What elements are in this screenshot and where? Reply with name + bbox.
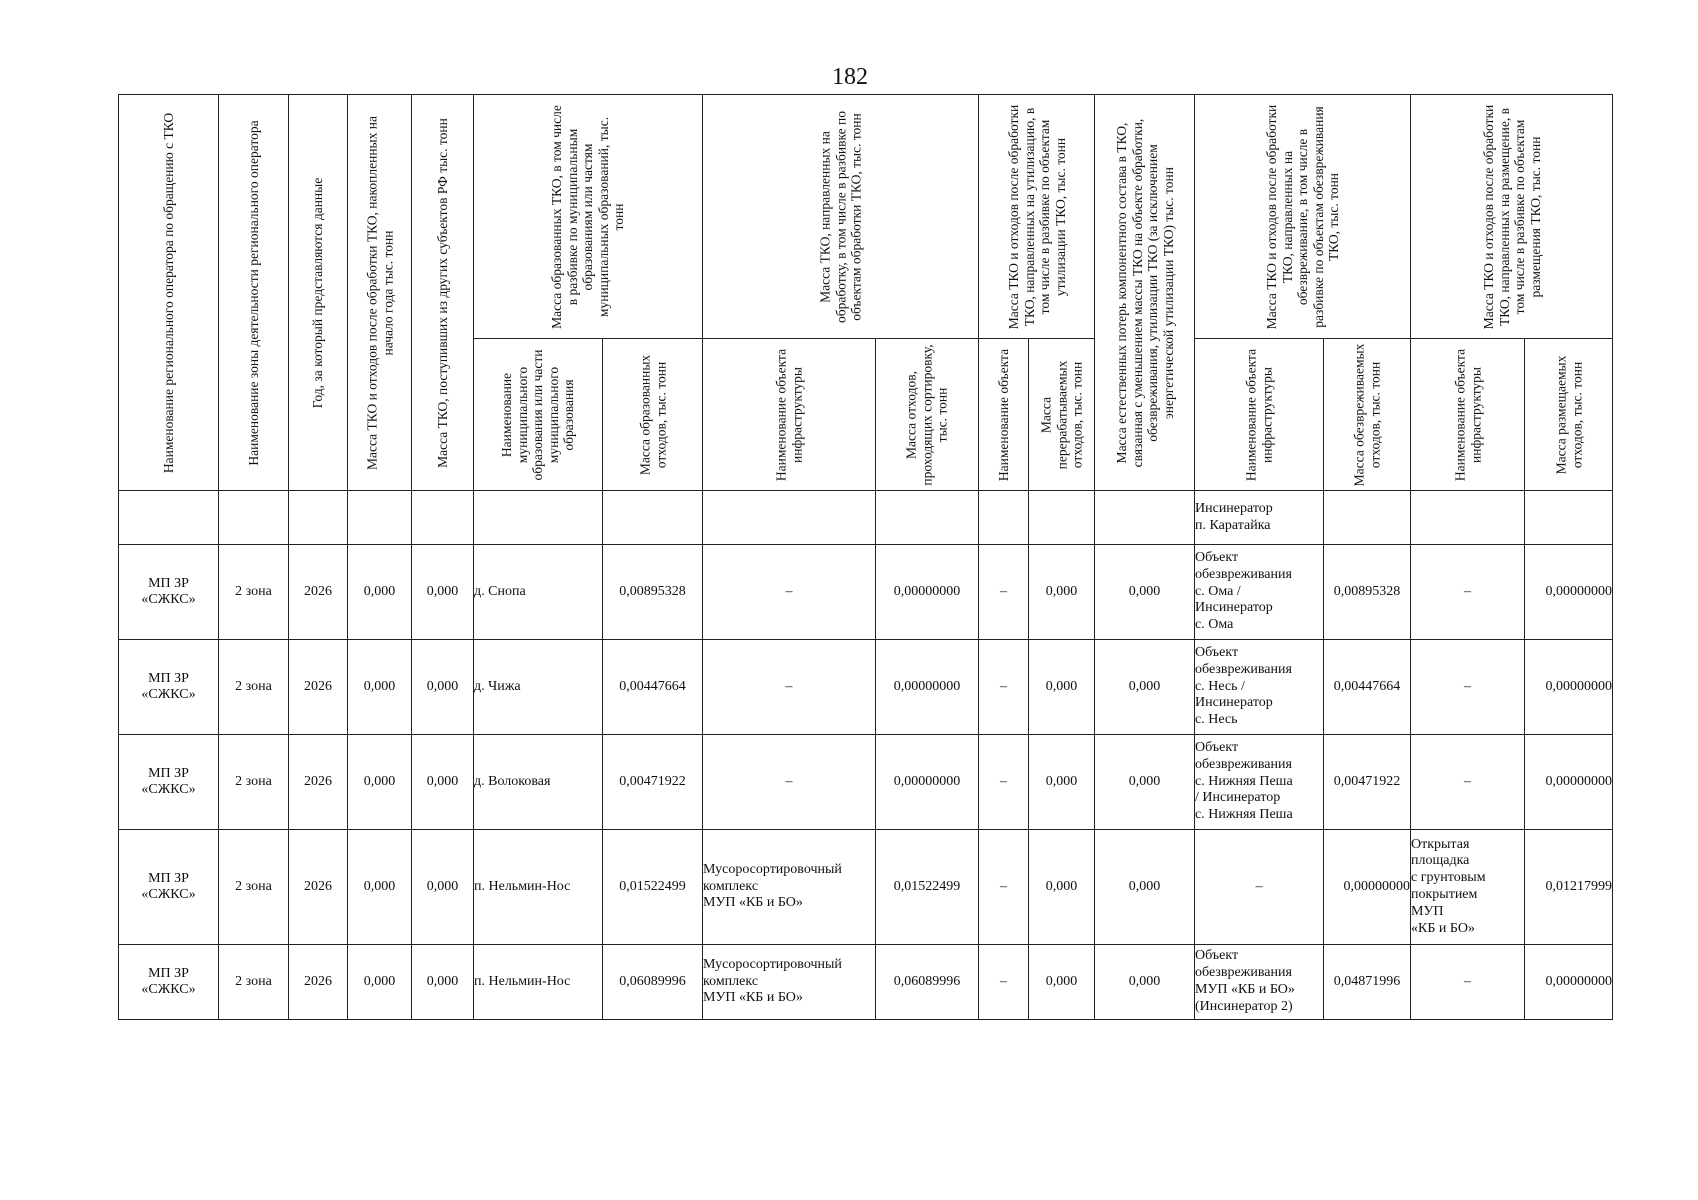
cell-empty [1411,491,1525,545]
cell-formed-name: п. Нельмин-Нос [474,830,603,945]
cell-utilization-mass: 0,000 [1029,830,1095,945]
header-neutralization-group: Масса ТКО и отходов после обработки ТКО, направленных на обезвреживание, в том числе в разбивке по объектам обезвреживания ТКО, тыс. тонн [1195,95,1411,339]
header-processing-group: Масса ТКО, направленных на обработку, в том числе в разбивке по объектам обработки ТКО, тыс. тонн [703,95,979,339]
cell-empty [876,491,979,545]
cell-processing-name: Мусоросортировочный комплекс МУП «КБ и БО» [703,945,876,1020]
cell-empty [1525,491,1613,545]
cell-accumulated: 0,000 [348,640,412,735]
cell-neutralization-mass: 0,00471922 [1324,735,1411,830]
cell-neutralization-name: Объект обезвреживания с. Нижняя Пеша / Инсинератор с. Нижняя Пеша [1195,735,1324,830]
cell-utilization-name: – [979,640,1029,735]
cell-accumulated: 0,000 [348,830,412,945]
header-neutralization-mass: Масса обезвреживаемых отходов, тыс. тонн [1324,339,1411,491]
cell-neutralization-mass: 0,04871996 [1324,945,1411,1020]
cell-empty [219,491,289,545]
cell-placement-name: Открытая площадка с грунтовым покрытием МУП «КБ и БО» [1411,830,1525,945]
cell-zone: 2 зона [219,640,289,735]
cell-natural-losses: 0,000 [1095,830,1195,945]
cell-empty [1095,491,1195,545]
cell-placement-mass: 0,00000000 [1525,735,1613,830]
header-row-1 [119,95,1613,339]
cell-processing-mass: 0,01522499 [876,830,979,945]
cell-year: 2026 [289,735,348,830]
cell-empty [412,491,474,545]
cell-processing-mass: 0,00000000 [876,735,979,830]
cell-formed-name: д. Чижа [474,640,603,735]
cell-received: 0,000 [412,830,474,945]
cell-neutralization-name: Инсинератор п. Каратайка [1195,491,1324,545]
cell-year: 2026 [289,830,348,945]
waste-data-table [118,94,1613,1020]
cell-placement-name: – [1411,545,1525,640]
cell-neutralization-mass: 0,00000000 [1324,830,1411,945]
header-year: Год, за который представляются данные [289,95,348,491]
table-row [119,830,1613,945]
header-formed-mass: Масса образованных отходов, тыс. тонн [603,339,703,491]
cell-zone: 2 зона [219,545,289,640]
cell-empty [289,491,348,545]
cell-utilization-mass: 0,000 [1029,945,1095,1020]
cell-zone: 2 зона [219,945,289,1020]
cell-empty [348,491,412,545]
cell-processing-name: – [703,545,876,640]
cell-operator: МП ЗР «СЖКС» [119,735,219,830]
cell-processing-mass: 0,06089996 [876,945,979,1020]
cell-operator: МП ЗР «СЖКС» [119,545,219,640]
cell-utilization-mass: 0,000 [1029,640,1095,735]
page-number: 182 [832,64,868,90]
cell-year: 2026 [289,945,348,1020]
cell-year: 2026 [289,545,348,640]
cell-neutralization-name: Объект обезвреживания МУП «КБ и БО» (Инсинератор 2) [1195,945,1324,1020]
cell-utilization-name: – [979,945,1029,1020]
cell-formed-name: д. Волоковая [474,735,603,830]
table-row-continuation [119,491,1613,545]
cell-zone: 2 зона [219,830,289,945]
cell-year: 2026 [289,640,348,735]
cell-formed-mass: 0,01522499 [603,830,703,945]
cell-received: 0,000 [412,735,474,830]
cell-received: 0,000 [412,545,474,640]
header-received: Масса ТКО, поступивших из других субъектов РФ тыс. тонн [412,95,474,491]
header-utilization-group: Масса ТКО и отходов после обработки ТКО, направленных на утилизацию, в том числе в разбивке по объектам утилизации ТКО, тыс. тонн [979,95,1095,339]
cell-formed-mass: 0,06089996 [603,945,703,1020]
header-neutralization-name: Наименование объекта инфраструктуры [1195,339,1324,491]
header-utilization-mass: Масса перерабатываемых отходов, тыс. тонн [1029,339,1095,491]
cell-received: 0,000 [412,640,474,735]
cell-operator: МП ЗР «СЖКС» [119,945,219,1020]
cell-formed-mass: 0,00447664 [603,640,703,735]
table-row [119,945,1613,1020]
cell-natural-losses: 0,000 [1095,545,1195,640]
table-row [119,735,1613,830]
cell-accumulated: 0,000 [348,545,412,640]
header-operator: Наименование регионального оператора по обращению с ТКО [119,95,219,491]
cell-natural-losses: 0,000 [1095,735,1195,830]
cell-accumulated: 0,000 [348,945,412,1020]
cell-operator: МП ЗР «СЖКС» [119,640,219,735]
cell-placement-name: – [1411,640,1525,735]
header-zone: Наименование зоны деятельности регионального оператора [219,95,289,491]
header-placement-group: Масса ТКО и отходов после обработки ТКО, направленных на размещение, в том числе в разбивке по объектам размещения ТКО, тыс. тонн [1411,95,1613,339]
cell-neutralization-name: Объект обезвреживания с. Ома / Инсинератор с. Ома [1195,545,1324,640]
cell-placement-mass: 0,01217999 [1525,830,1613,945]
cell-utilization-name: – [979,830,1029,945]
cell-processing-name: – [703,735,876,830]
cell-utilization-name: – [979,735,1029,830]
cell-processing-mass: 0,00000000 [876,545,979,640]
cell-placement-mass: 0,00000000 [1525,640,1613,735]
table-row [119,545,1613,640]
cell-empty [474,491,603,545]
cell-utilization-name: – [979,545,1029,640]
cell-neutralization-name: Объект обезвреживания с. Несь / Инсинератор с. Несь [1195,640,1324,735]
cell-placement-name: – [1411,735,1525,830]
cell-utilization-mass: 0,000 [1029,735,1095,830]
cell-processing-mass: 0,00000000 [876,640,979,735]
cell-natural-losses: 0,000 [1095,640,1195,735]
header-natural-losses: Масса естественных потерь компонентного состава в ТКО, связанная с уменьшением массы ТКО на объекте обработки, обезвреживания, утилизации ТКО (за исключением энергетической утилизации ТКО) тыс. тонн [1095,95,1195,491]
cell-neutralization-name: – [1195,830,1324,945]
cell-formed-name: д. Снопа [474,545,603,640]
cell-placement-mass: 0,00000000 [1525,945,1613,1020]
header-processing-name: Наименование объекта инфраструктуры [703,339,876,491]
cell-placement-name: – [1411,945,1525,1020]
cell-empty [1029,491,1095,545]
cell-neutralization-mass: 0,00447664 [1324,640,1411,735]
header-formed-name: Наименование муниципального образования или части муниципального образования [474,339,603,491]
cell-empty [703,491,876,545]
table-row [119,640,1613,735]
cell-utilization-mass: 0,000 [1029,545,1095,640]
header-placement-mass: Масса размещаемых отходов, тыс. тонн [1525,339,1613,491]
cell-placement-mass: 0,00000000 [1525,545,1613,640]
cell-received: 0,000 [412,945,474,1020]
header-utilization-name: Наименование объекта [979,339,1029,491]
cell-processing-name: Мусоросортировочный комплекс МУП «КБ и БО» [703,830,876,945]
cell-empty [1324,491,1411,545]
cell-empty [603,491,703,545]
cell-neutralization-mass: 0,00895328 [1324,545,1411,640]
cell-formed-mass: 0,00895328 [603,545,703,640]
cell-accumulated: 0,000 [348,735,412,830]
cell-processing-name: – [703,640,876,735]
cell-operator: МП ЗР «СЖКС» [119,830,219,945]
header-accumulated: Масса ТКО и отходов после обработки ТКО, накопленных на начало года тыс. тонн [348,95,412,491]
header-placement-name: Наименование объекта инфраструктуры [1411,339,1525,491]
header-formed-group: Масса образованных ТКО, в том числе в разбивке по муниципальным образованиям или частям муниципальных образований, тыс. тонн [474,95,703,339]
cell-empty [979,491,1029,545]
cell-formed-mass: 0,00471922 [603,735,703,830]
cell-empty [119,491,219,545]
cell-formed-name: п. Нельмин-Нос [474,945,603,1020]
cell-zone: 2 зона [219,735,289,830]
header-processing-mass: Масса отходов, проходящих сортировку, тыс. тонн [876,339,979,491]
cell-natural-losses: 0,000 [1095,945,1195,1020]
